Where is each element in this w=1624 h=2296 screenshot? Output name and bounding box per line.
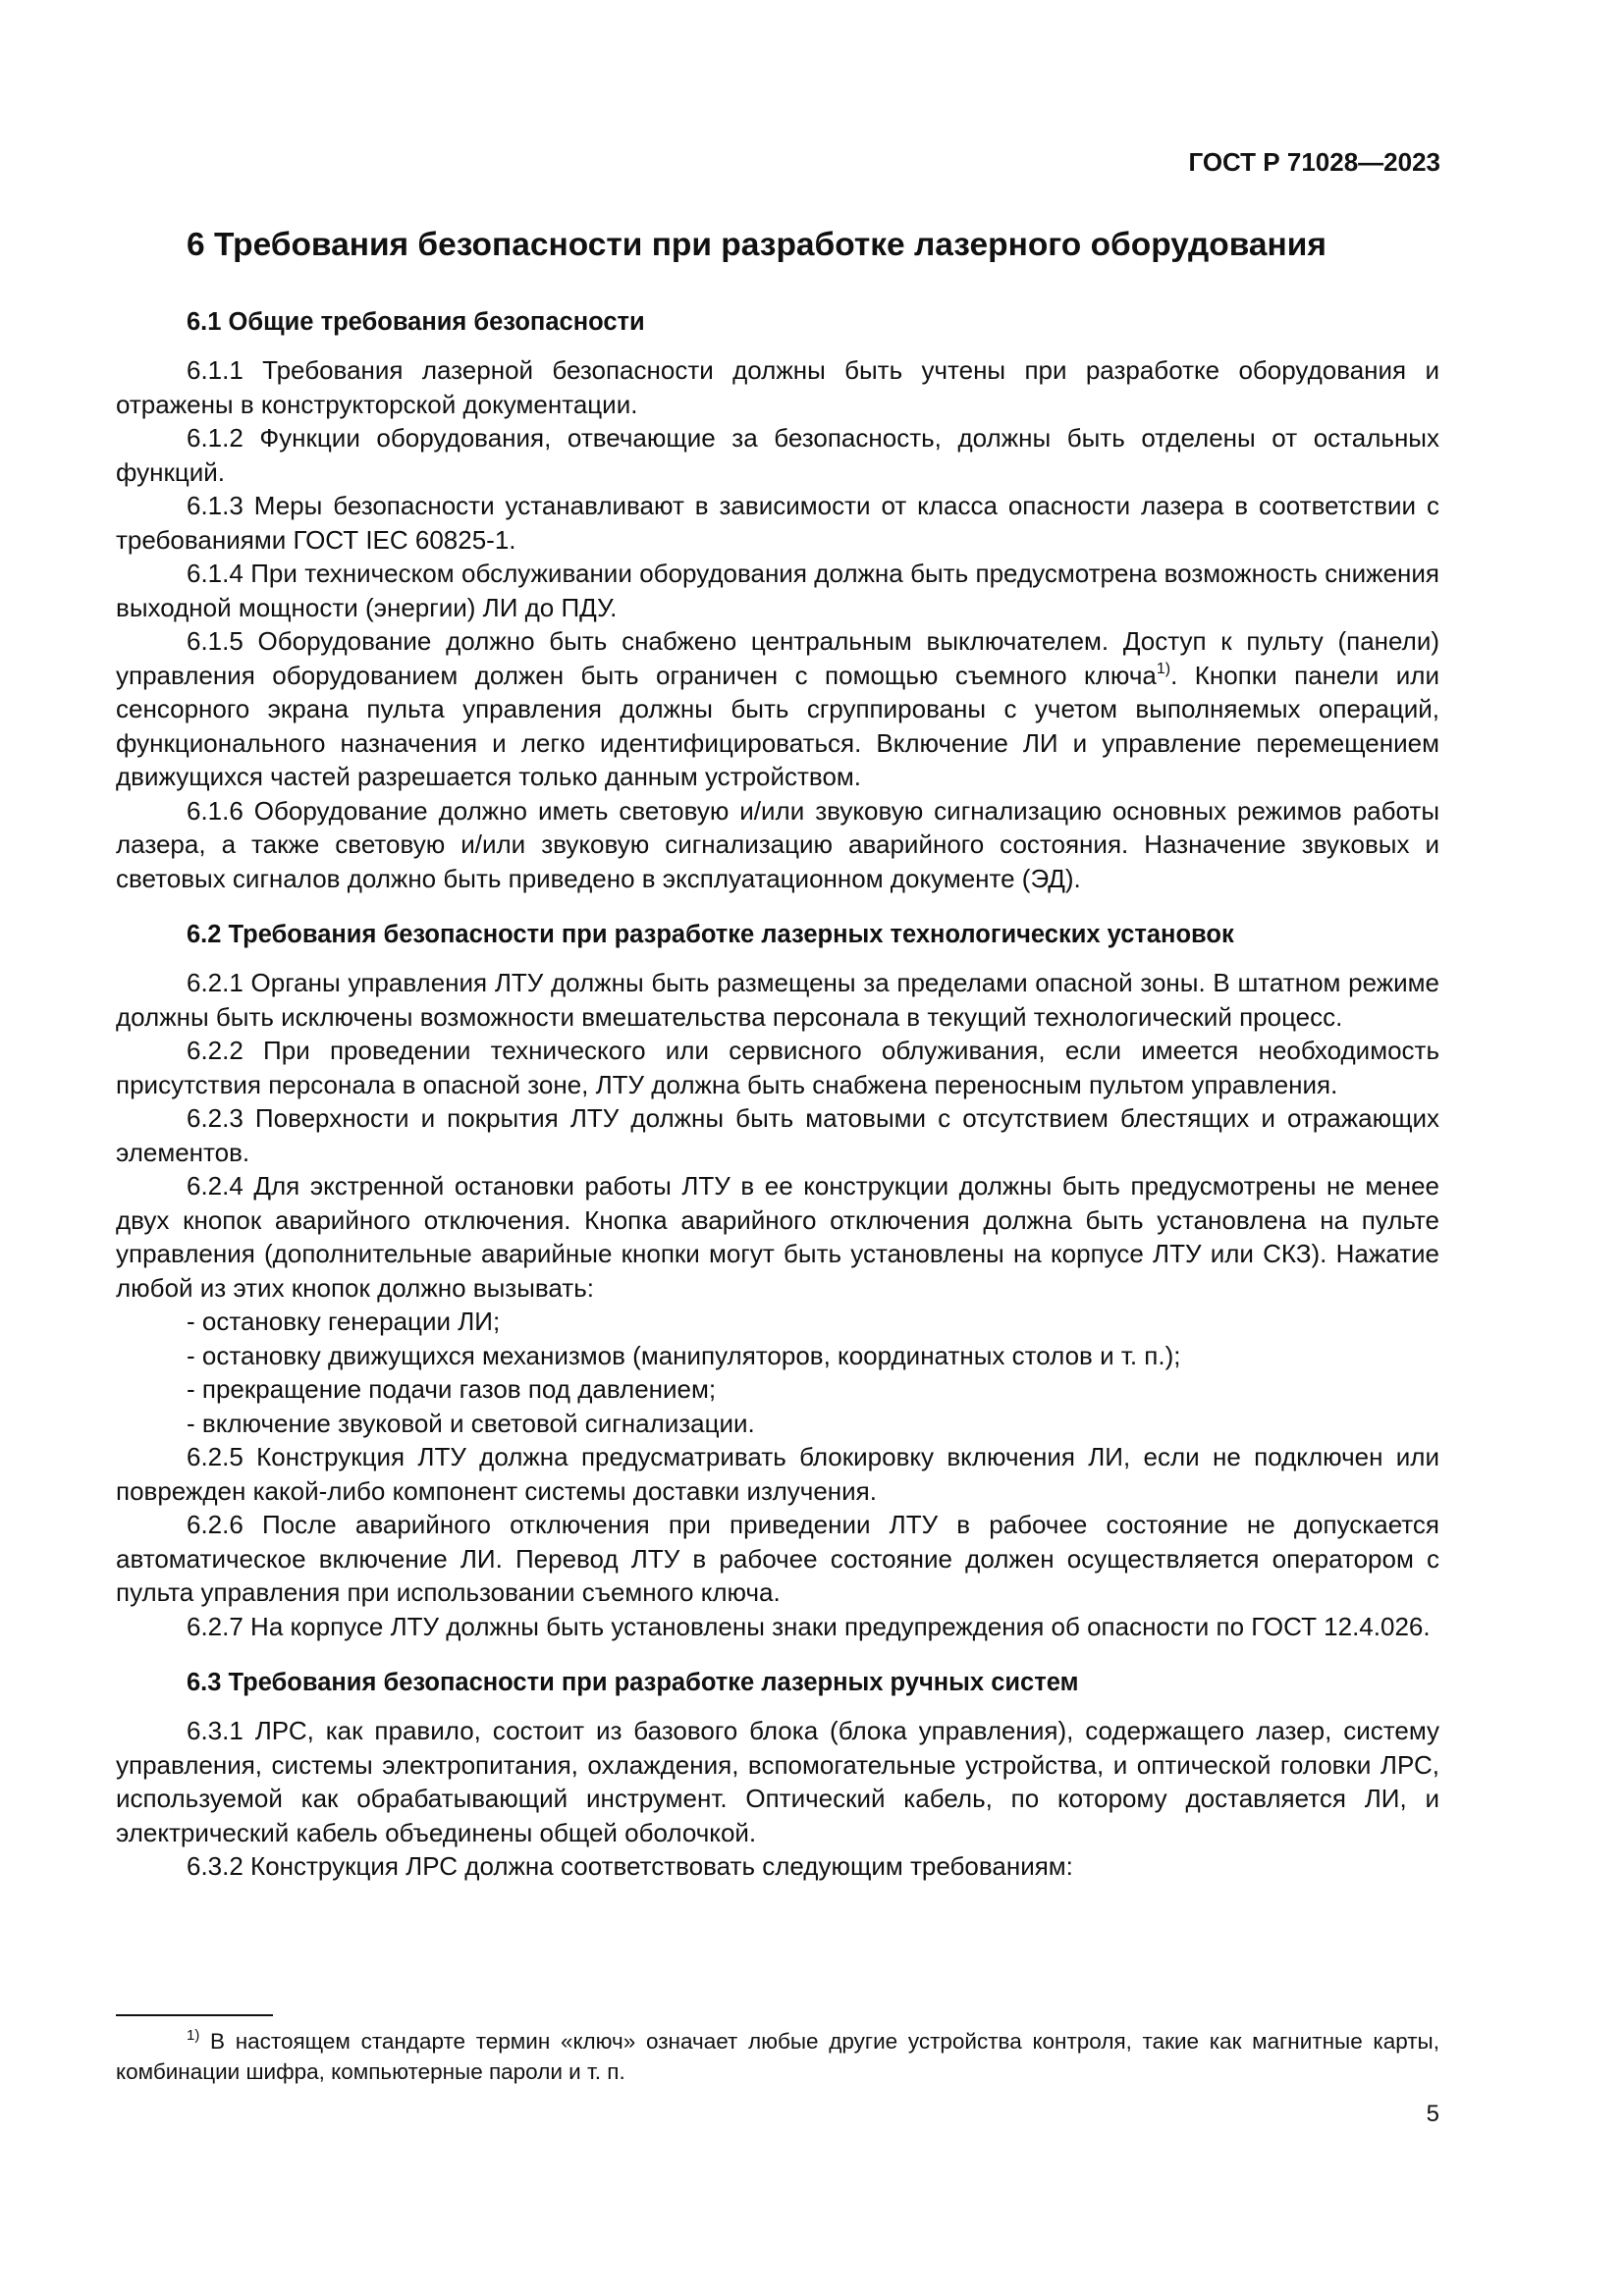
paragraph-6-2-3: 6.2.3 Поверхности и покрытия ЛТУ должны быть матовыми с отсутствием блестящих и отражающих элементов. bbox=[116, 1103, 1439, 1167]
paragraph-6-2-2: 6.2.2 При проведении технического или сервисного облуживания, если имеется необходимость присутствия персонала в опасной зоне, ЛТУ должна быть снабжена переносным пультом управления. bbox=[116, 1036, 1439, 1099]
paragraph-6-2-5: 6.2.5 Конструкция ЛТУ должна предусматривать блокировку включения ЛИ, если не подключен или поврежден какой-либо компонент системы доставки излучения. bbox=[116, 1442, 1439, 1506]
list-item: - остановку генерации ЛИ; bbox=[187, 1307, 501, 1336]
list-item: - остановку движущихся механизмов (манипуляторов, координатных столов и т. п.); bbox=[187, 1340, 1181, 1370]
paragraph-6-3-1: 6.3.1 ЛРС, как правило, состоит из базового блока (блока управления), содержащего лазер, систему управления, системы электропитания, охлаждения, вспомогательные устройства, и оптической головки ЛРС, используемой как обрабатывающий инструмент. Оптический кабель, по которому доставляется ЛИ, и электрический кабель объединены общей оболочкой. bbox=[116, 1716, 1439, 1847]
paragraph-6-1-6: 6.1.6 Оборудование должно иметь световую и/или звуковую сигнализацию основных режимов работы лазера, а также световую и/или звуковую сигнализацию аварийного состояния. Назначение звуковых и световых сигналов должно быть приведено в эксплуатационном документе (ЭД). bbox=[116, 795, 1439, 893]
page-number: 5 bbox=[1426, 2101, 1439, 2127]
paragraph-6-1-4: 6.1.4 При техническом обслуживании оборудования должна быть предусмотрена возможность снижения выходной мощности (энергии) ЛИ до ПДУ. bbox=[116, 559, 1439, 622]
main-content bbox=[116, 224, 1439, 1884]
paragraph-6-2-1: 6.2.1 Органы управления ЛТУ должны быть размещены за пределами опасной зоны. В штатном режиме должны быть исключены возможности вмешательства персонала в текущий технологический процесс. bbox=[116, 968, 1439, 1032]
list-item: - прекращение подачи газов под давлением; bbox=[187, 1374, 717, 1404]
paragraph-6-1-1: 6.1.1 Требования лазерной безопасности должны быть учтены при разработке оборудования и отражены в конструкторской документации. bbox=[116, 355, 1439, 419]
footnote-divider bbox=[116, 2014, 273, 2016]
subsection-6-1-heading: 6.1 Общие требования безопасности bbox=[187, 308, 645, 336]
paragraph-6-1-5-part-b: . Кнопки панели или сенсорного экрана пульта управления должны быть сгруппированы с учетом выполняемых операций, функционального назначения и легко идентифицироваться. Включение ЛИ и управление перемещением движущихся частей разрешается только данным устройством. bbox=[116, 660, 1439, 791]
list-item: - включение звуковой и световой сигнализации. bbox=[187, 1408, 755, 1438]
subsection-6-2-heading: 6.2 Требования безопасности при разработке лазерных технологических установок bbox=[187, 921, 1234, 948]
paragraph-6-1-5 bbox=[116, 624, 1439, 794]
footnote bbox=[116, 2026, 1439, 2087]
subsection-6-3-heading: 6.3 Требования безопасности при разработке лазерных ручных систем bbox=[187, 1669, 1079, 1696]
document-header: ГОСТ Р 71028—2023 bbox=[1188, 147, 1440, 177]
paragraph-6-2-7: 6.2.7 На корпусе ЛТУ должны быть установлены знаки предупреждения об опасности по ГОСТ 12.4.026. bbox=[187, 1611, 1431, 1641]
paragraph-6-1-3: 6.1.3 Меры безопасности устанавливают в зависимости от класса опасности лазера в соответствии с требованиями ГОСТ IEC 60825-1. bbox=[116, 491, 1439, 555]
paragraph-6-2-4: 6.2.4 Для экстренной остановки работы ЛТУ в ее конструкции должны быть предусмотрены не менее двух кнопок аварийного отключения. Кнопка аварийного отключения должна быть установлена на пульте управления (дополнительные аварийные кнопки могут быть установлены на корпусе ЛТУ или СКЗ). Нажатие любой из этих кнопок должно вызывать: bbox=[116, 1171, 1439, 1303]
footnote-reference: 1) bbox=[1156, 660, 1171, 677]
footnote-mark: 1) bbox=[187, 2027, 200, 2044]
section-6-heading: 6 Требования безопасности при разработке лазерного оборудования bbox=[187, 227, 1326, 263]
paragraph-6-1-2: 6.1.2 Функции оборудования, отвечающие за безопасность, должны быть отделены от остальных функций. bbox=[116, 423, 1439, 487]
paragraph-6-3-2: 6.3.2 Конструкция ЛРС должна соответствовать следующим требованиям: bbox=[187, 1851, 1073, 1881]
paragraph-6-1-5-part-a: 6.1.5 Оборудование должно быть снабжено центральным выключателем. Доступ к пульту (панели) управления оборудованием должен быть ограничен с помощью съемного ключа bbox=[116, 626, 1439, 690]
paragraph-6-2-6: 6.2.6 После аварийного отключения при приведении ЛТУ в рабочее состояние не допускается автоматическое включение ЛИ. Перевод ЛТУ в рабочее состояние должен осуществляется оператором с пульта управления при использовании съемного ключа. bbox=[116, 1510, 1439, 1607]
footnote-text: В настоящем стандарте термин «ключ» означает любые другие устройства контроля, такие как магнитные карты, комбинации шифра, компьютерные пароли и т. п. bbox=[116, 2029, 1439, 2084]
